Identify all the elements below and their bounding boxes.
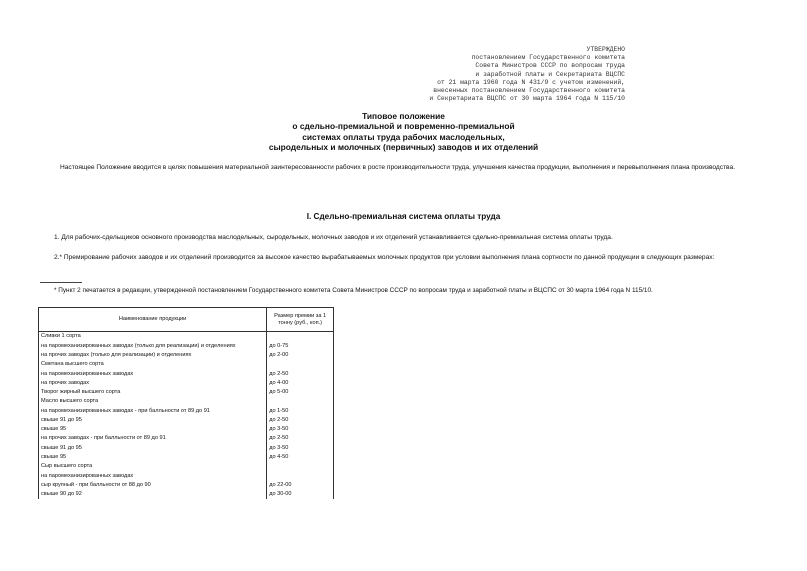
table-header-row xyxy=(39,308,334,332)
table-row xyxy=(39,481,334,490)
product-cell: на паромеханизированных заводах (только для реализации) и отделениях xyxy=(39,341,267,350)
approval-line: от 21 марта 1960 года N 431/9 с учетом изменений, xyxy=(437,78,625,86)
table-row xyxy=(39,462,334,471)
product-cell: Сметана высшего сорта xyxy=(39,360,267,369)
bonus-cell xyxy=(267,397,334,406)
table-row xyxy=(39,378,334,387)
bonus-cell: до 2-00 xyxy=(267,351,334,360)
product-cell: свыше 91 до 95 xyxy=(39,443,267,452)
approval-line: УТВЕРЖДЕНО xyxy=(586,46,625,53)
bonus-cell: до 2-50 xyxy=(267,434,334,443)
product-cell: на паромеханизированных заводах xyxy=(39,471,267,480)
product-cell: Творог жирный высшего сорта xyxy=(39,388,267,397)
bonus-cell: до 2-50 xyxy=(267,369,334,378)
table-row xyxy=(39,351,334,360)
title-line: о сдельно-премиальной и повременно-премиальной xyxy=(292,121,515,132)
header-bonus: Размер премии за 1 тонну (руб., коп.) xyxy=(267,308,334,332)
product-cell: свыше 95 xyxy=(39,453,267,462)
bonus-cell: до 3-50 xyxy=(267,425,334,434)
table-row xyxy=(39,388,334,397)
table-row xyxy=(39,369,334,378)
bonus-cell xyxy=(267,332,334,342)
approval-line: Совета Министров СССР по вопросам труда xyxy=(475,62,625,70)
table-row xyxy=(39,490,334,499)
product-cell: Масло высшего сорта xyxy=(39,397,267,406)
table-row xyxy=(39,406,334,415)
table-row xyxy=(39,471,334,480)
header-product: Наименование продукции xyxy=(39,308,267,332)
table-row xyxy=(39,397,334,406)
approval-line: внесенных постановлением Государственного комитета xyxy=(433,87,625,95)
product-cell: на паромеханизированных заводах - при балльности от 89 до 91 xyxy=(39,406,267,415)
table-row xyxy=(39,360,334,369)
table-row xyxy=(39,416,334,425)
bonus-cell: до 22-00 xyxy=(267,481,334,490)
approval-line: и заработной платы и Секретариата ВЦСПС xyxy=(475,70,625,78)
product-cell: свыше 95 xyxy=(39,425,267,434)
paragraph-1: 1. Для рабочих-сдельщиков основного производства маслодельных, сыродельных, молочных заводов и их отделений устанавливается сдельно-премиальная система оплаты труда. xyxy=(54,234,613,241)
footnote-divider xyxy=(40,282,82,283)
section-title: I. Сдельно-премиальная система оплаты труда xyxy=(306,212,501,221)
approval-block xyxy=(429,46,625,103)
bonus-cell: до 3-50 xyxy=(267,443,334,452)
intro-paragraph: Настоящее Положение вводится в целях повышения материальной заинтересованности рабочих в росте производительности труда, улучшения качества продукции, выполнения и перевыполнения плана производства. xyxy=(60,164,735,171)
product-cell: Сыр высшего сорта xyxy=(39,462,267,471)
bonus-cell xyxy=(267,462,334,471)
bonus-cell: до 30-00 xyxy=(267,490,334,499)
approval-line: и Секретариата ВЦСПС от 30 марта 1964 года N 115/10 xyxy=(429,95,625,103)
product-cell: сыр крупный - при балльности от 88 до 90 xyxy=(39,481,267,490)
bonus-cell: до 2-50 xyxy=(267,416,334,425)
product-cell: на прочих заводах - при балльности от 89 до 91 xyxy=(39,434,267,443)
product-cell: на прочих заводах (только для реализации) и отделениях xyxy=(39,351,267,360)
approval-line: постановлением Государственного комитета xyxy=(471,54,625,62)
product-cell: свыше 91 до 95 xyxy=(39,416,267,425)
title-line: системах оплаты труда рабочих маслодельных, xyxy=(302,131,505,142)
table-row xyxy=(39,434,334,443)
bonus-cell: до 0-75 xyxy=(267,341,334,350)
bonus-table xyxy=(38,307,334,499)
product-cell: на паромеханизированных заводах xyxy=(39,369,267,378)
table-body xyxy=(39,332,334,500)
bonus-cell: до 4-00 xyxy=(267,378,334,387)
paragraph-2: 2.* Премирование рабочих заводов и их отделений производится за высокое качество вырабатываемых молочных продуктов при условии выполнения плана сортности по данной продукции в следующих размерах: xyxy=(54,254,715,261)
product-cell: на прочих заводах xyxy=(39,378,267,387)
bonus-cell: до 1-50 xyxy=(267,406,334,415)
bonus-cell xyxy=(267,471,334,480)
bonus-cell: до 5-00 xyxy=(267,388,334,397)
table-row xyxy=(39,341,334,350)
bonus-cell xyxy=(267,360,334,369)
footnote: * Пункт 2 печатается в редакции, утвержденной постановлением Государственного комитета Совета Министров СССР по вопросам труда и заработной платы и ВЦСПС от 30 марта 1964 года N 115/10. xyxy=(54,287,653,294)
title-line: Типовое положение xyxy=(362,111,445,121)
table-row xyxy=(39,425,334,434)
document-title xyxy=(0,111,807,153)
table-row xyxy=(39,453,334,462)
bonus-cell: до 4-50 xyxy=(267,453,334,462)
table-row xyxy=(39,443,334,452)
product-cell: Сливки 1 сорта xyxy=(39,332,267,342)
title-line: сыродельных и молочных (первичных) заводов и их отделений xyxy=(268,142,539,153)
table-row xyxy=(39,332,334,342)
product-cell: свыше 90 до 92 xyxy=(39,490,267,499)
